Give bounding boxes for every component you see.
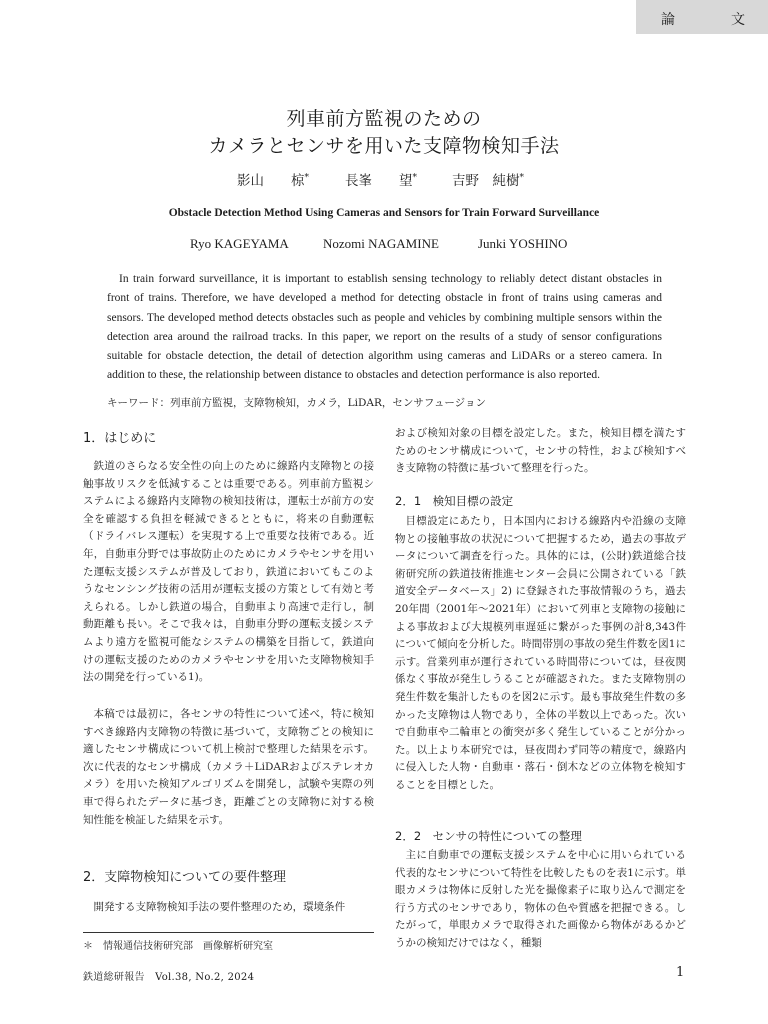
english-title: Obstacle Detection Method Using Cameras and Sensors for Train Forward Surveillance bbox=[168, 207, 600, 219]
section-2-1-paragraph-1: 目標設定にあたり，日本国内における線路内や沿線の支障物との接触事故の状況について把握するため，過去の事故データについて調査を行った。具体的には，(公財)鉄道総合技術研究所の鉄道技術推進センター会員に公開されている「鉄道安全データベース」2) に登録された事故情報のうち，過去20年間（2001年～2021年）において列車と支障物の接触による事故および大規模列車遅延に繋がった事例の計8,343件について傾向を分析した。時間帯別の事故の発生件数を図1に示す。営業列車が運行されている時間帯については，昼夜関係なく事故が発生しうることが確認された。また支障物別の発生件数を集計したものを図2に示す。最も事故発生件数の多かった支障物は人物であり，全体の半数以上であった。次いで自動車や二輪車との衝突が多く発生していることが分かった。以上より本研究では，昼夜問わず同等の精度で，線路内に侵入した人物・自動車・落石・倒木などの立体物を検知することを目標とした。 bbox=[395, 515, 686, 791]
author-en-3: Junki YOSHINO bbox=[478, 236, 568, 251]
authors-en bbox=[0, 236, 768, 254]
section-2-paragraph-1-continued: および検知対象の目標を設定した。また，検知目標を満たすためのセンサ構成について，センサの特性，および検知すべき支障物の特徴に基づいて整理を行った。 bbox=[395, 427, 686, 475]
author-jp-3 bbox=[452, 169, 524, 189]
section-tag-char-2: 文 bbox=[731, 12, 745, 28]
author-jp-3-mark: * bbox=[519, 173, 524, 183]
authors-jp bbox=[0, 169, 768, 189]
footnote-rule bbox=[83, 932, 374, 933]
author-en-1: Ryo KAGEYAMA bbox=[190, 236, 289, 251]
section-2-paragraph-1: 開発する支障物検知手法の要件整理のため，環境条件 bbox=[93, 901, 346, 913]
section-tag-char-1: 論 bbox=[661, 12, 675, 28]
section-1-heading: 1．はじめに bbox=[83, 431, 157, 446]
section-tag bbox=[636, 0, 768, 34]
paper-title-line-1: 列車前方監視のための bbox=[286, 108, 482, 130]
section-2-1-heading: 2．1 検知目標の設定 bbox=[395, 494, 514, 508]
journal-footer: 鉄道総研報告 Vol.38, No.2, 2024 bbox=[83, 972, 255, 983]
footnote: ＊ 情報通信技術研究部 画像解析研究室 bbox=[83, 941, 273, 952]
author-jp-2-mark: * bbox=[412, 173, 417, 183]
paper-title-line-2: カメラとセンサを用いた支障物検知手法 bbox=[208, 135, 560, 157]
section-2-heading: 2．支障物検知についての要件整理 bbox=[83, 870, 287, 885]
author-jp-1-mark: * bbox=[304, 173, 309, 183]
author-jp-2 bbox=[345, 169, 417, 189]
section-1-paragraph-1: 鉄道のさらなる安全性の向上のために線路内支障物との接触事故リスクを低減することは重要である。列車前方監視システムによる線路内支障物の検知技術は，運転士が前方の安全を確認する負担を軽減できるとともに，将来の自動運転（ドライバレス運転）を実現する上で重要な技術である。近年，自動車分野では事故防止のためにカメラやセンサを用いた運転支援システムが普及しており，鉄道においてもこのようなセンシング技術の活用が運転支援の方策として有効と考えられる。しかし鉄道の場合，自動車より高速で走行し，制動距離も長い。そこで我々は，自動車分野の運転支援システムより遠方を監視可能なシステムの構築を目指して，鉄道向けの運転支援のためのカメラやセンサを用いた支障物検知手法の開発を行っている1)。 bbox=[83, 460, 374, 684]
author-jp-1-name: 影山 椋 bbox=[237, 173, 305, 189]
section-2-2-paragraph-1: 主に自動車での運転支援システムを中心に用いられている代表的なセンサについて特性を比較したものを表1に示す。単眼カメラは物体に反射した光を撮像素子に取り込んで測定を行う方式のセンサであり，物体の色や質感を把握できる。したがって，単眼カメラで取得された画像から物体があるかどうかの検知だけではなく，種類 bbox=[395, 849, 686, 949]
page-number: 1 bbox=[676, 965, 685, 980]
author-en-2: Nozomi NAGAMINE bbox=[323, 236, 439, 251]
author-jp-2-name: 長峯 望 bbox=[345, 173, 413, 189]
author-jp-1 bbox=[237, 169, 309, 189]
abstract: In train forward surveillance, it is important to establish sensing technology to reliably detect distant obstacles in front of trains. Therefore, we have developed a method for detecting obstacle in front of trains using cameras and sensors. The developed method detects obstacles such as people and vehicles by combining multiple sensors within the detection area around the railroad tracks. In this paper, we report on the results of a study of sensor configurations suitable for obstacle detection, the detail of detection algorithm using cameras and LiDARs or a stereo camera. In addition to these, the relationship between distance to obstacles and detection performance is also reported. bbox=[107, 273, 662, 382]
keywords: キーワード：列車前方監視，支障物検知，カメラ，LiDAR，センサフュージョン bbox=[107, 397, 486, 409]
author-jp-3-name: 吉野 純樹 bbox=[452, 173, 520, 189]
section-1-paragraph-2: 本稿では最初に，各センサの特性について述べ，特に検知すべき線路内支障物の特徴に基づいて，支障物ごとの検知に適したセンサ構成について机上検討で整理した結果を示す。次に代表的なセンサ構成（カメラ＋LiDARおよびステレオカメラ）を用いた検知アルゴリズムを開発し，試験や実際の列車で得られたデータに基づき，距離ごとの支障物に対する検知性能を検証した結果を示す。 bbox=[83, 708, 374, 826]
section-2-2-heading: 2．2 センサの特性についての整理 bbox=[395, 829, 582, 843]
